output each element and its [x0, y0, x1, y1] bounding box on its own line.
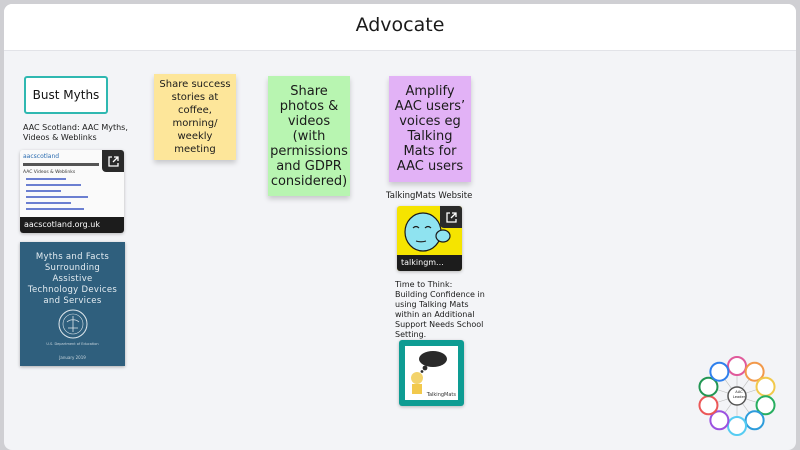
diagram-node [699, 396, 717, 414]
page-heading: AAC Videos & Weblinks [23, 170, 76, 175]
resource-brand: TalkingMats [426, 392, 456, 398]
aac-scotland-link-card[interactable] [20, 150, 124, 233]
preview-line [26, 184, 81, 186]
document-date: January 2019 [59, 355, 86, 360]
preview-line [26, 196, 88, 198]
talkingmats-caption: TalkingMats Website [386, 191, 473, 201]
time-to-think-resource[interactable] [399, 340, 464, 406]
preview-line [26, 178, 66, 180]
site-logo: aacscotland [23, 153, 60, 160]
aac-leader-label: AAC Leader [732, 390, 746, 399]
preview-line [26, 208, 84, 210]
diagram-node [710, 363, 728, 381]
bust-myths-box[interactable]: Bust Myths [24, 76, 108, 114]
diagram-node [757, 378, 775, 396]
preview-line [26, 190, 61, 192]
preview-line [26, 202, 71, 204]
seal-icon [57, 308, 89, 340]
child-figure-icon [408, 371, 426, 395]
talkingmats-link-card[interactable] [397, 206, 462, 271]
thought-cloud-icon [417, 349, 449, 373]
diagram-node [728, 357, 746, 375]
diagram-node [728, 417, 746, 435]
frame-title: Advocate [355, 14, 445, 36]
site-nav-bar [23, 163, 99, 166]
sticky-text: Share photos & videos (with permissions and GDPR considered) [270, 83, 348, 189]
link-card-label: talkingm... [397, 255, 462, 271]
sticky-text: Share success stories at coffee, morning/ weekly meeting [159, 79, 231, 155]
sticky-note-share-photos[interactable] [268, 76, 350, 196]
resource-image [405, 346, 458, 400]
external-link-icon[interactable] [102, 150, 124, 172]
sticky-note-share-success[interactable] [154, 74, 236, 160]
link-card-label: aacscotland.org.uk [20, 217, 124, 233]
document-title: Myths and Facts Surrounding Assistive Technology Devices and Services [27, 252, 118, 306]
diagram-node [746, 411, 764, 429]
time-to-think-caption: Time to Think: Building Confidence in using Talking Mats within an Additional Support Needs School Setting. [395, 280, 485, 339]
external-link-icon[interactable] [440, 206, 462, 228]
aac-scotland-caption: AAC Scotland: AAC Myths, Videos & Weblinks [23, 123, 128, 142]
sticky-note-amplify[interactable] [389, 76, 471, 182]
frame-header [4, 4, 796, 51]
sticky-text: Amplify AAC users’ voices eg Talking Mats for AAC users [394, 84, 466, 174]
document-publisher: U.S. Department of Education [46, 342, 99, 346]
myths-facts-document[interactable] [20, 242, 125, 366]
whiteboard [4, 4, 796, 450]
